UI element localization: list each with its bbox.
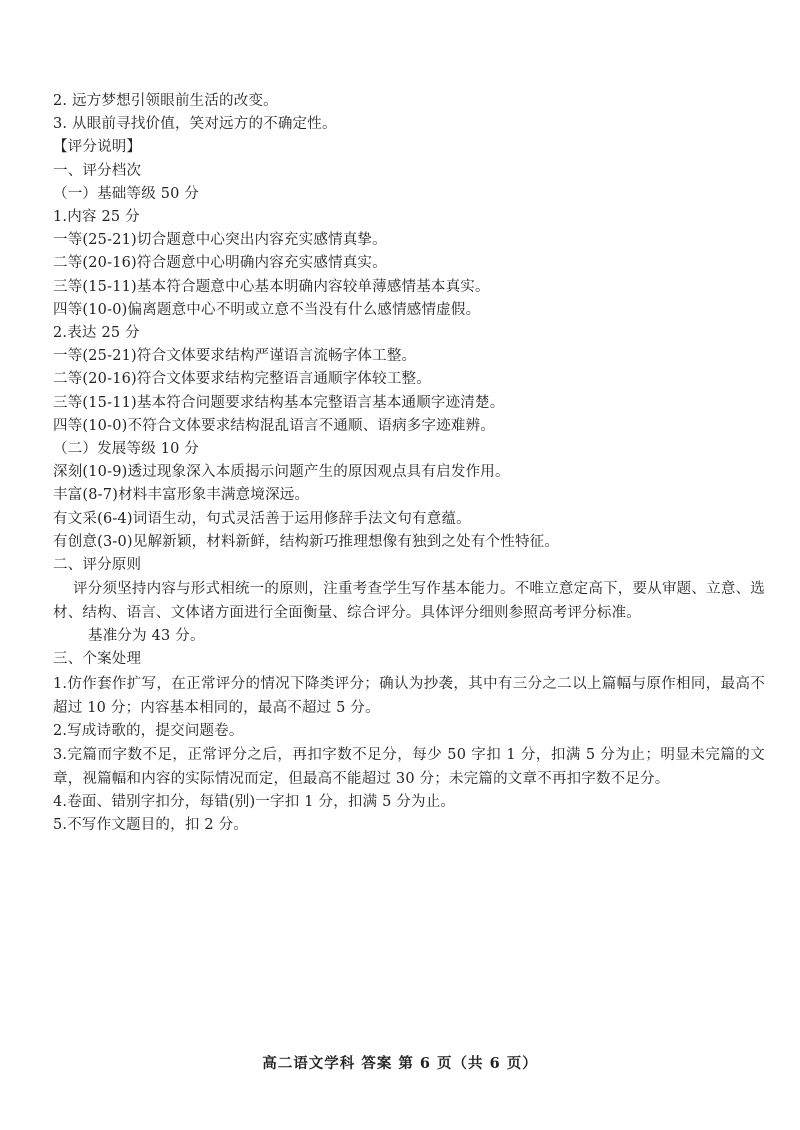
section-heading-scoring-notes: 【评分说明】 — [53, 139, 142, 156]
case-no-title: 5.不写作文题目的，扣 2 分。 — [53, 817, 248, 834]
content-grade-4: 四等(10-0)偏离题意中心不明或立意不当没有什么感情感情虚假。 — [53, 301, 481, 318]
expression-grade-4: 四等(10-0)不符合文体要求结构混乱语言不通顺、语病多字迹难辨。 — [53, 417, 495, 434]
case-word-count: 3.完篇而字数不足，正常评分之后，再扣字数不足分，每少 50 字扣 1 分，扣满 5 分为止；明显未完篇的文章，视篇幅和内容的实际情况而定，但最高不能超过 30 分；未完篇的文章不再扣字数不足分。 — [53, 746, 765, 787]
page-footer: 高二语文学科 答案 第 6 页（共 6 页） — [262, 1055, 538, 1072]
development-depth: 深刻(10-9)透过现象深入本质揭示问题产生的原因观点具有启发作用。 — [53, 464, 510, 481]
heading-scoring-levels: 一、评分档次 — [53, 162, 142, 179]
content-grade-3: 三等(15-11)基本符合题意中心基本明确内容较单薄感情基本真实。 — [53, 278, 490, 295]
document-body — [53, 90, 765, 837]
theme-option-3: 3. 从眼前寻找价值，笑对远方的不确定性。 — [53, 116, 337, 133]
theme-option-2: 2. 远方梦想引领眼前生活的改变。 — [53, 93, 278, 109]
heading-content: 1.内容 25 分 — [53, 209, 140, 226]
expression-grade-2: 二等(20-16)符合文体要求结构完整语言通顺字体较工整。 — [53, 371, 431, 388]
case-handwriting: 4.卷面、错别字扣分，每错(别)一字扣 1 分，扣满 5 分为止。 — [53, 793, 456, 810]
content-grade-1: 一等(25-21)切合题意中心突出内容充实感情真挚。 — [53, 232, 387, 249]
development-style: 有文采(6-4)词语生动，句式灵活善于运用修辞手法文句有意蕴。 — [53, 510, 471, 527]
heading-basic-level: （一）基础等级 50 分 — [53, 185, 200, 202]
development-richness: 丰富(8-7)材料丰富形象丰满意境深远。 — [53, 487, 310, 504]
expression-grade-1: 一等(25-21)符合文体要求结构严谨语言流畅字体工整。 — [53, 348, 417, 365]
content-grade-2: 二等(20-16)符合题意中心明确内容充实感情真实。 — [53, 255, 387, 272]
heading-special-cases: 三、个案处理 — [53, 651, 142, 668]
base-score: 基准分为 43 分。 — [88, 628, 205, 645]
development-creativity: 有创意(3-0)见解新颖，材料新鲜，结构新巧推理想像有独到之处有个性特征。 — [53, 533, 560, 550]
case-poetry: 2.写成诗歌的，提交问题卷。 — [53, 722, 244, 739]
heading-expression: 2.表达 25 分 — [53, 325, 140, 342]
scoring-principles-paragraph: 评分须坚持内容与形式相统一的原则，注重考查学生写作基本能力。不唯立意定高下，要从审题、立意、选材、结构、语言、文体诸方面进行全面衡量、综合评分。具体评分细则参照高考评分标准。 — [53, 581, 765, 622]
heading-development-level: （二）发展等级 10 分 — [53, 441, 200, 458]
case-imitation: 1.仿作套作扩写，在正常评分的情况下降类评分；确认为抄袭，其中有三分之二以上篇幅与原作相同，最高不超过 10 分；内容基本相同的，最高不超过 5 分。 — [53, 675, 765, 716]
heading-scoring-principles: 二、评分原则 — [53, 557, 142, 574]
expression-grade-3: 三等(15-11)基本符合问题要求结构基本完整语言基本通顺字迹清楚。 — [53, 394, 505, 411]
